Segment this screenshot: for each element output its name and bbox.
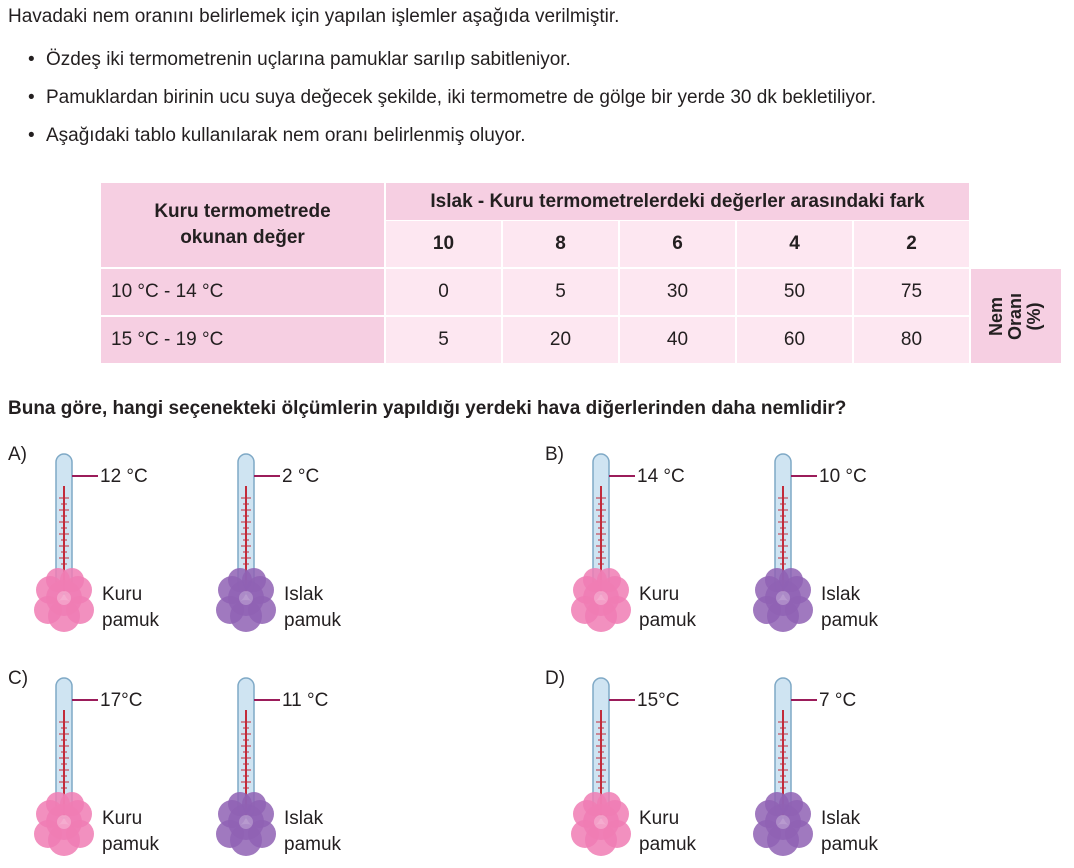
cotton-label	[821, 806, 878, 858]
humidity-label-line: Oranı	[1005, 292, 1026, 340]
cotton-label-line: Kuru	[102, 808, 143, 829]
wet-thermometer	[210, 676, 370, 866]
question-text: Buna göre, hangi seçenekteki ölçümlerin yapıldığı yerdeki hava diğerlerinden daha nemlidir?	[8, 398, 847, 419]
cotton-label	[284, 806, 341, 858]
thermometer-icon	[28, 676, 108, 866]
cotton-label-line: Islak	[821, 808, 861, 829]
cotton-label-line: Islak	[284, 584, 324, 605]
table-cell: 75	[854, 269, 969, 315]
thermometer-icon	[747, 452, 827, 642]
cotton-label-line: Kuru	[639, 584, 680, 605]
dry-thermometer	[28, 452, 188, 642]
cotton-label-line: Kuru	[102, 584, 143, 605]
thermometer-icon	[210, 676, 290, 866]
thermometer-icon	[565, 452, 645, 642]
table-cell: 5	[386, 317, 501, 363]
step-item: • Aşağıdaki tablo kullanılarak nem oranı belirlenmiş oluyor.	[28, 124, 876, 162]
dry-reading: 15°C	[637, 690, 680, 711]
cotton-label-line: pamuk	[284, 610, 342, 631]
table-cell: 80	[854, 317, 969, 363]
cotton-label-line: pamuk	[284, 834, 342, 855]
dry-thermometer	[28, 676, 188, 866]
thermometer-icon	[210, 452, 290, 642]
table-cell: 50	[737, 269, 852, 315]
dry-reading: 14 °C	[637, 466, 685, 487]
cotton-label	[102, 806, 159, 858]
step-item: • Pamuklardan birinin ucu suya değecek şekilde, iki termometre de gölge bir yerde 30 dk bekletiliyor.	[28, 86, 876, 124]
humidity-label-line: Nem	[986, 296, 1007, 336]
option-a[interactable]	[8, 444, 468, 644]
table-cell: 20	[503, 317, 618, 363]
cotton-label-line: Islak	[284, 808, 324, 829]
cotton-label	[284, 582, 341, 634]
row-header-line: Kuru termometrede	[154, 201, 331, 222]
diff-header: 8	[503, 221, 618, 267]
wet-reading: 10 °C	[819, 466, 867, 487]
table-cell: 30	[620, 269, 735, 315]
thermometer-icon	[565, 676, 645, 866]
option-letter: D)	[545, 668, 566, 689]
cotton-label-line: pamuk	[821, 834, 879, 855]
row-header-cell	[101, 183, 384, 267]
wet-thermometer	[747, 676, 907, 866]
table-cell: 5	[503, 269, 618, 315]
option-letter: C)	[8, 668, 29, 689]
option-letter: B)	[545, 444, 564, 465]
option-d[interactable]	[545, 668, 1005, 868]
step-list	[28, 48, 876, 162]
cotton-label	[639, 582, 696, 634]
table-cell: 40	[620, 317, 735, 363]
cotton-label-line: pamuk	[102, 834, 160, 855]
thermometer-icon	[28, 452, 108, 642]
cotton-label-line: Kuru	[639, 808, 680, 829]
cotton-label-line: pamuk	[639, 610, 697, 631]
option-letter: A)	[8, 444, 27, 465]
diff-header: 2	[854, 221, 969, 267]
humidity-ratio-text	[987, 292, 1044, 339]
wet-reading: 11 °C	[282, 690, 329, 711]
table-cell: 60	[737, 317, 852, 363]
cotton-label	[821, 582, 878, 634]
option-c[interactable]	[8, 668, 468, 868]
diff-header: 10	[386, 221, 501, 267]
cotton-label-line: pamuk	[102, 610, 160, 631]
humidity-label-line: (%)	[1024, 302, 1045, 331]
dry-thermometer	[565, 676, 725, 866]
table-cell: 0	[386, 269, 501, 315]
humidity-ratio-label	[971, 269, 1061, 363]
option-b[interactable]	[545, 444, 1005, 644]
step-item: • Özdeş iki termometrenin uçlarına pamuklar sarılıp sabitleniyor.	[28, 48, 876, 86]
dry-thermometer	[565, 452, 725, 642]
dry-reading: 12 °C	[100, 466, 148, 487]
thermometer-icon	[747, 676, 827, 866]
wet-reading: 7 °C	[819, 690, 857, 711]
group-header: Islak - Kuru termometrelerdeki değerler arasındaki fark	[386, 183, 969, 220]
diff-header: 4	[737, 221, 852, 267]
cotton-label	[639, 806, 696, 858]
dry-reading: 17°C	[100, 690, 143, 711]
wet-thermometer	[210, 452, 370, 642]
cotton-label	[102, 582, 159, 634]
wet-thermometer	[747, 452, 907, 642]
wet-reading: 2 °C	[282, 466, 320, 487]
cotton-label-line: pamuk	[639, 834, 697, 855]
humidity-table	[101, 183, 1061, 363]
cotton-label-line: Islak	[821, 584, 861, 605]
range-cell: 15 °C - 19 °C	[101, 317, 384, 363]
range-cell: 10 °C - 14 °C	[101, 269, 384, 315]
cotton-label-line: pamuk	[821, 610, 879, 631]
intro-text: Havadaki nem oranını belirlemek için yapılan işlemler aşağıda verilmiştir.	[8, 6, 620, 27]
row-header-line: okunan değer	[180, 227, 305, 248]
diff-header: 6	[620, 221, 735, 267]
